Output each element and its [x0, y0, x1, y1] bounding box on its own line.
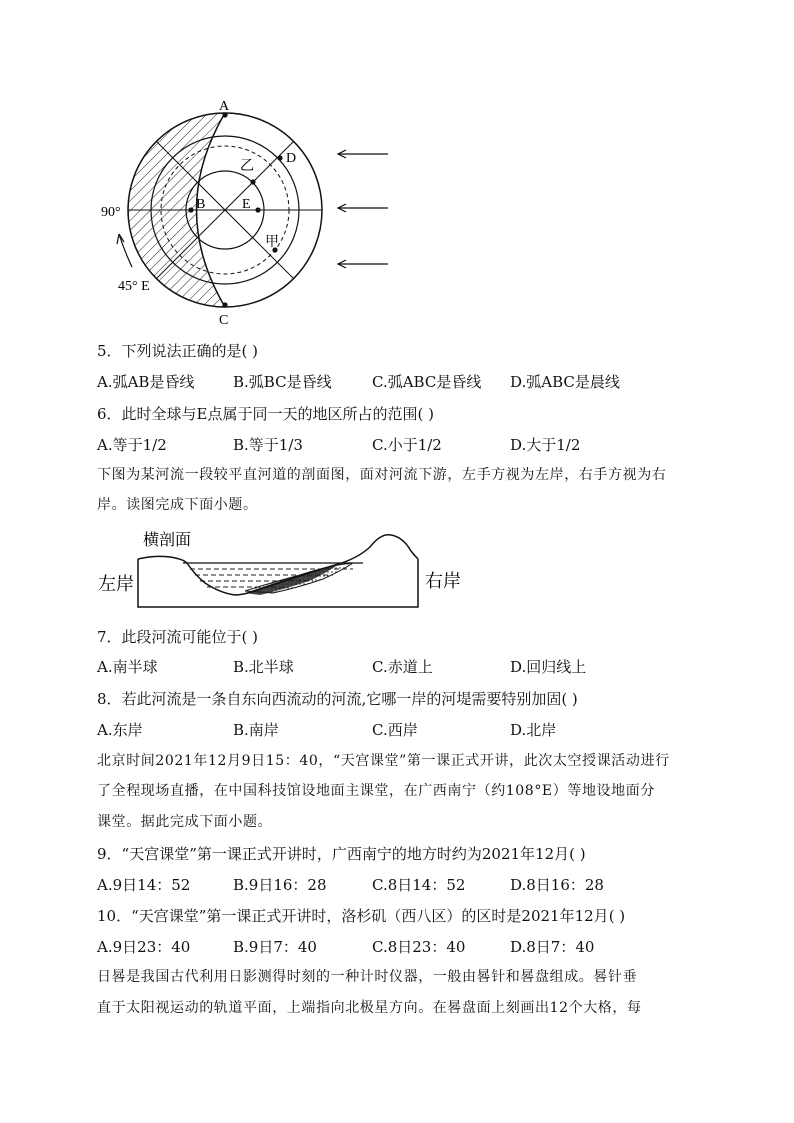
q10-option-a[interactable]: A.9日23：40: [97, 938, 191, 956]
intro3-line-3: 课堂。据此完成下面小题。: [97, 814, 273, 830]
label-A: A: [219, 99, 230, 114]
label-C: C: [219, 313, 229, 328]
q6-option-a[interactable]: A.等于1/2: [97, 436, 167, 454]
q5-option-b[interactable]: B.弧BC是昏线: [233, 373, 332, 391]
q8-option-a[interactable]: A.东岸: [97, 721, 143, 739]
label-B: B: [196, 197, 206, 212]
q7-option-b[interactable]: B.北半球: [233, 658, 294, 676]
q6-option-b[interactable]: B.等于1/3: [233, 436, 303, 454]
intro2-line-1: 下图为某河流一段较平直河道的剖面图，面对河流下游，左手方视为左岸，右手方视为右: [97, 467, 667, 483]
q7-option-d[interactable]: D.回归线上: [510, 658, 587, 676]
q8-stem: 8．若此河流是一条自东向西流动的河流,它哪一岸的河堤需要特别加固( ): [97, 690, 578, 708]
q9-option-c[interactable]: C.8日14：52: [372, 876, 466, 894]
q9-option-b[interactable]: B.9日16：28: [233, 876, 327, 894]
q8-option-c[interactable]: C.西岸: [372, 721, 418, 739]
q10-option-b[interactable]: B.9日7：40: [233, 938, 317, 956]
intro2-line-2: 岸。读图完成下面小题。: [97, 497, 258, 513]
label-90: 90°: [101, 205, 121, 220]
river-section-diagram: [95, 523, 465, 615]
q6-option-c[interactable]: C.小于1/2: [372, 436, 442, 454]
left-bank-label: 左岸: [98, 574, 134, 595]
intro4-line-2: 直于太阳视运动的轨道平面，上端指向北极星方向。在晷盘面上刻画出12个大格，每: [97, 1000, 642, 1016]
intro4-line-1: 日晷是我国古代利用日影测得时刻的一种计时仪器，一般由晷针和晷盘组成。晷针垂: [97, 969, 638, 985]
q5-option-d[interactable]: D.弧ABC是晨线: [510, 373, 620, 391]
q5-stem: 5．下列说法正确的是( ): [97, 342, 259, 360]
q5-option-a[interactable]: A.弧AB是昏线: [97, 373, 195, 391]
label-yi: 乙: [240, 159, 254, 174]
rotation-arrow: [119, 234, 132, 267]
label-jia: 甲: [265, 235, 279, 250]
section-title: 横剖面: [143, 530, 192, 549]
q10-option-c[interactable]: C.8日23：40: [372, 938, 466, 956]
globe-figure: [90, 92, 400, 332]
q9-option-a[interactable]: A.9日14：52: [97, 876, 191, 894]
label-E: E: [242, 197, 251, 212]
q9-option-d[interactable]: D.8日16：28: [510, 876, 604, 894]
label-45E: 45° E: [118, 279, 150, 294]
q10-option-d[interactable]: D.8日7：40: [510, 938, 595, 956]
q9-stem: 9．“天宫课堂”第一课正式开讲时，广西南宁的地方时约为2021年12月( ): [97, 845, 586, 863]
q10-stem: 10．“天宫课堂”第一课正式开讲时，洛杉矶（西八区）的区时是2021年12月( ): [97, 907, 626, 925]
q7-option-c[interactable]: C.赤道上: [372, 658, 433, 676]
q5-option-c[interactable]: C.弧ABC是昏线: [372, 373, 482, 391]
intro3-line-1: 北京时间2021年12月9日15：40，“天宫课堂”第一课正式开讲，此次太空授课活动进行: [97, 753, 670, 769]
globe-diagram: [90, 92, 400, 332]
q8-option-d[interactable]: D.北岸: [510, 721, 557, 739]
q6-stem: 6．此时全球与E点属于同一天的地区所占的范围( ): [97, 405, 434, 423]
q8-option-b[interactable]: B.南岸: [233, 721, 279, 739]
label-D: D: [286, 151, 297, 166]
river-section-figure: [95, 523, 465, 615]
sunlight-arrows: [338, 150, 388, 268]
q7-stem: 7．此段河流可能位于( ): [97, 628, 259, 646]
intro3-line-2: 了全程现场直播，在中国科技馆设地面主课堂，在广西南宁（约108°E）等地设地面分: [97, 783, 655, 799]
q7-option-a[interactable]: A.南半球: [97, 658, 158, 676]
right-bank-label: 右岸: [425, 571, 461, 592]
q6-option-d[interactable]: D.大于1/2: [510, 436, 581, 454]
